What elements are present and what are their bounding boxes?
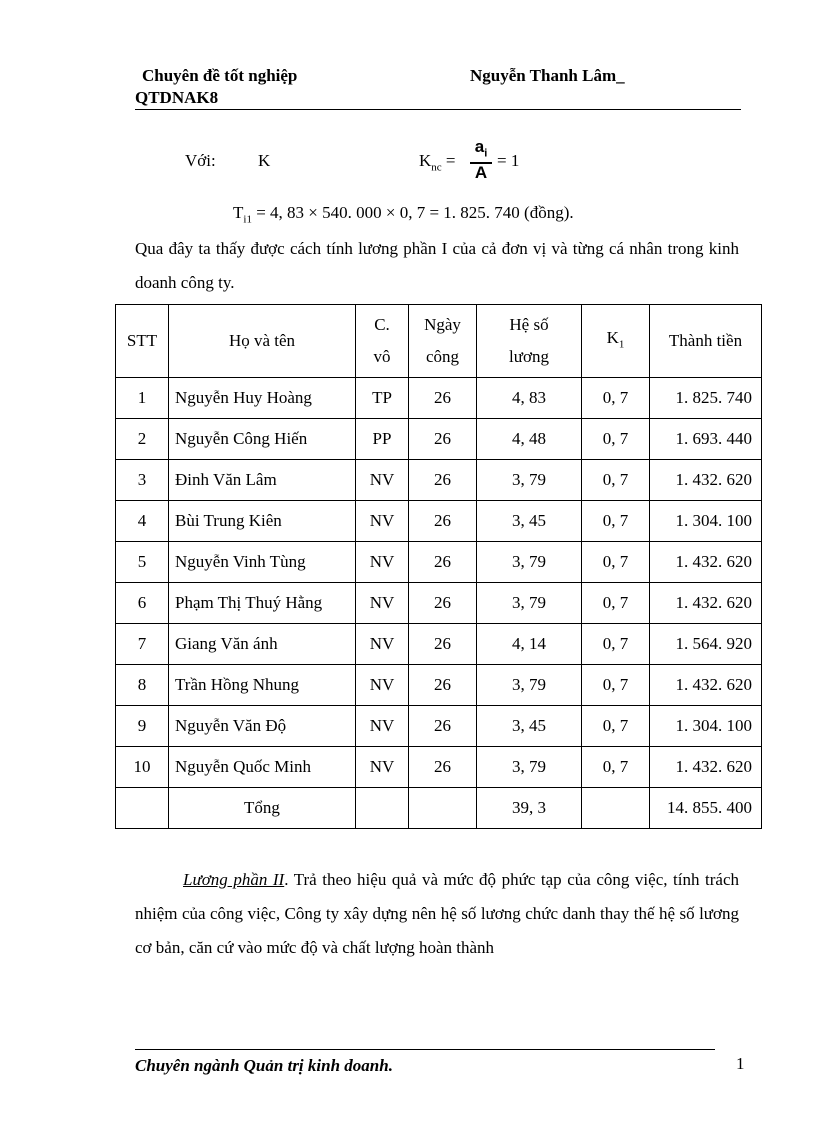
cell-name: Nguyễn Vinh Tùng <box>169 542 356 583</box>
cell-stt: 1 <box>116 378 169 419</box>
cell-coefficient: 3, 45 <box>477 706 582 747</box>
cell-coefficient: 4, 14 <box>477 624 582 665</box>
cell-position: TP <box>356 378 409 419</box>
table-row <box>116 419 762 460</box>
cell-coefficient: 3, 79 <box>477 542 582 583</box>
table-row <box>116 460 762 501</box>
formula-numerator: $a_i$ <box>474 137 488 160</box>
formula-til: $T_{i1} = 4$, 83 × 540. 000 × 0, 7 = 1. 825. 740 (đồng). <box>233 203 574 226</box>
cell-coefficient: 3, 79 <box>477 747 582 788</box>
cell-stt: 4 <box>116 501 169 542</box>
header-author: Nguyễn Thanh Lâm_ <box>470 66 625 85</box>
cell-name: Nguyễn Văn Độ <box>169 706 356 747</box>
cell-position: NV <box>356 542 409 583</box>
cell-k1: 0, 7 <box>582 706 650 747</box>
table-row <box>116 747 762 788</box>
cell-coefficient: 3, 79 <box>477 665 582 706</box>
cell-position: NV <box>356 665 409 706</box>
table-total-row <box>116 788 762 829</box>
salary-table <box>115 304 762 829</box>
formula-with-label: Với: <box>185 151 216 170</box>
cell-name: Nguyễn Công Hiến <box>169 419 356 460</box>
cell-stt: 7 <box>116 624 169 665</box>
cell-coefficient: 3, 79 <box>477 583 582 624</box>
total-coefficient: 39, 3 <box>477 788 582 829</box>
table-row <box>116 706 762 747</box>
formula-k-symbol: K <box>258 151 271 170</box>
cell-position: PP <box>356 419 409 460</box>
cell-amount: 1. 432. 620 <box>650 460 762 501</box>
cell-workdays: 26 <box>409 542 477 583</box>
total-empty-days <box>409 788 477 829</box>
table-row <box>116 665 762 706</box>
cell-amount: 1. 304. 100 <box>650 501 762 542</box>
cell-k1: 0, 7 <box>582 542 650 583</box>
cell-amount: 1. 825. 740 <box>650 378 762 419</box>
table-row <box>116 583 762 624</box>
cell-name: Đinh Văn Lâm <box>169 460 356 501</box>
header-rule <box>135 109 741 110</box>
cell-name: Trần Hồng Nhung <box>169 665 356 706</box>
total-empty-stt <box>116 788 169 829</box>
cell-stt: 6 <box>116 583 169 624</box>
cell-amount: 1. 304. 100 <box>650 706 762 747</box>
cell-name: Nguyễn Huy Hoàng <box>169 378 356 419</box>
formula-result: = 1 <box>497 151 520 170</box>
cell-workdays: 26 <box>409 665 477 706</box>
total-empty-k1 <box>582 788 650 829</box>
total-label: Tổng <box>169 788 356 829</box>
header-k1: $K_1$ <box>582 305 650 378</box>
cell-k1: 0, 7 <box>582 460 650 501</box>
cell-position: NV <box>356 460 409 501</box>
cell-position: NV <box>356 747 409 788</box>
header-class-code: QTDNAK8 <box>135 88 219 107</box>
cell-workdays: 26 <box>409 460 477 501</box>
cell-workdays: 26 <box>409 706 477 747</box>
cell-stt: 10 <box>116 747 169 788</box>
cell-stt: 2 <box>116 419 169 460</box>
cell-k1: 0, 7 <box>582 419 650 460</box>
cell-stt: 5 <box>116 542 169 583</box>
header-name: Họ và tên <box>169 305 356 378</box>
cell-position: NV <box>356 501 409 542</box>
cell-name: Bùi Trung Kiên <box>169 501 356 542</box>
cell-stt: 9 <box>116 706 169 747</box>
cell-coefficient: 3, 45 <box>477 501 582 542</box>
header-left-title: Chuyên đề tốt nghiệp <box>142 66 298 85</box>
cell-workdays: 26 <box>409 419 477 460</box>
cell-workdays: 26 <box>409 501 477 542</box>
cell-stt: 8 <box>116 665 169 706</box>
formula-denominator: A <box>474 163 488 182</box>
table-row <box>116 624 762 665</box>
cell-name: Giang Văn ánh <box>169 624 356 665</box>
cell-k1: 0, 7 <box>582 378 650 419</box>
cell-amount: 1. 693. 440 <box>650 419 762 460</box>
cell-k1: 0, 7 <box>582 583 650 624</box>
cell-position: NV <box>356 624 409 665</box>
intro-paragraph: Qua đây ta thấy được cách tính lương phần I của cả đơn vị và từng cá nhân trong kinh doanh công ty. <box>135 239 739 292</box>
footer-rule <box>135 1049 715 1050</box>
page-number: 1 <box>736 1054 745 1073</box>
formula-knc: $K_{nc}$ = <box>419 151 456 174</box>
part2-text: . Trả theo hiệu quả và mức độ phức tạp của công việc, tính trách nhiệm của công việc, Công ty xây dựng nên hệ số lương chức danh thay thế hệ số lương cơ bản, căn cứ vào mức độ và chất lượng hoàn thành <box>135 870 740 957</box>
cell-workdays: 26 <box>409 583 477 624</box>
table-row <box>116 378 762 419</box>
cell-amount: 1. 432. 620 <box>650 665 762 706</box>
table-body <box>116 378 762 788</box>
header-position: C. vô <box>356 305 409 378</box>
cell-k1: 0, 7 <box>582 624 650 665</box>
cell-name: Phạm Thị Thuý Hằng <box>169 583 356 624</box>
total-empty-position <box>356 788 409 829</box>
table-row <box>116 542 762 583</box>
cell-stt: 3 <box>116 460 169 501</box>
cell-amount: 1. 432. 620 <box>650 747 762 788</box>
cell-k1: 0, 7 <box>582 501 650 542</box>
total-amount: 14. 855. 400 <box>650 788 762 829</box>
cell-coefficient: 4, 48 <box>477 419 582 460</box>
cell-workdays: 26 <box>409 378 477 419</box>
cell-position: NV <box>356 706 409 747</box>
cell-k1: 0, 7 <box>582 665 650 706</box>
cell-k1: 0, 7 <box>582 747 650 788</box>
cell-amount: 1. 564. 920 <box>650 624 762 665</box>
part2-heading: Lương phần II <box>183 870 285 889</box>
cell-amount: 1. 432. 620 <box>650 542 762 583</box>
cell-workdays: 26 <box>409 747 477 788</box>
header-amount: Thành tiền <box>650 305 762 378</box>
cell-workdays: 26 <box>409 624 477 665</box>
cell-name: Nguyễn Quốc Minh <box>169 747 356 788</box>
header-stt: STT <box>116 305 169 378</box>
part2-paragraph <box>135 863 739 965</box>
table-row <box>116 501 762 542</box>
header-workdays: Ngày công <box>409 305 477 378</box>
header-coefficient: Hệ số lương <box>477 305 582 378</box>
table-header-row <box>116 305 762 378</box>
cell-position: NV <box>356 583 409 624</box>
footer-text: Chuyên ngành Quản trị kinh doanh. <box>135 1056 393 1075</box>
cell-coefficient: 4, 83 <box>477 378 582 419</box>
cell-amount: 1. 432. 620 <box>650 583 762 624</box>
cell-coefficient: 3, 79 <box>477 460 582 501</box>
